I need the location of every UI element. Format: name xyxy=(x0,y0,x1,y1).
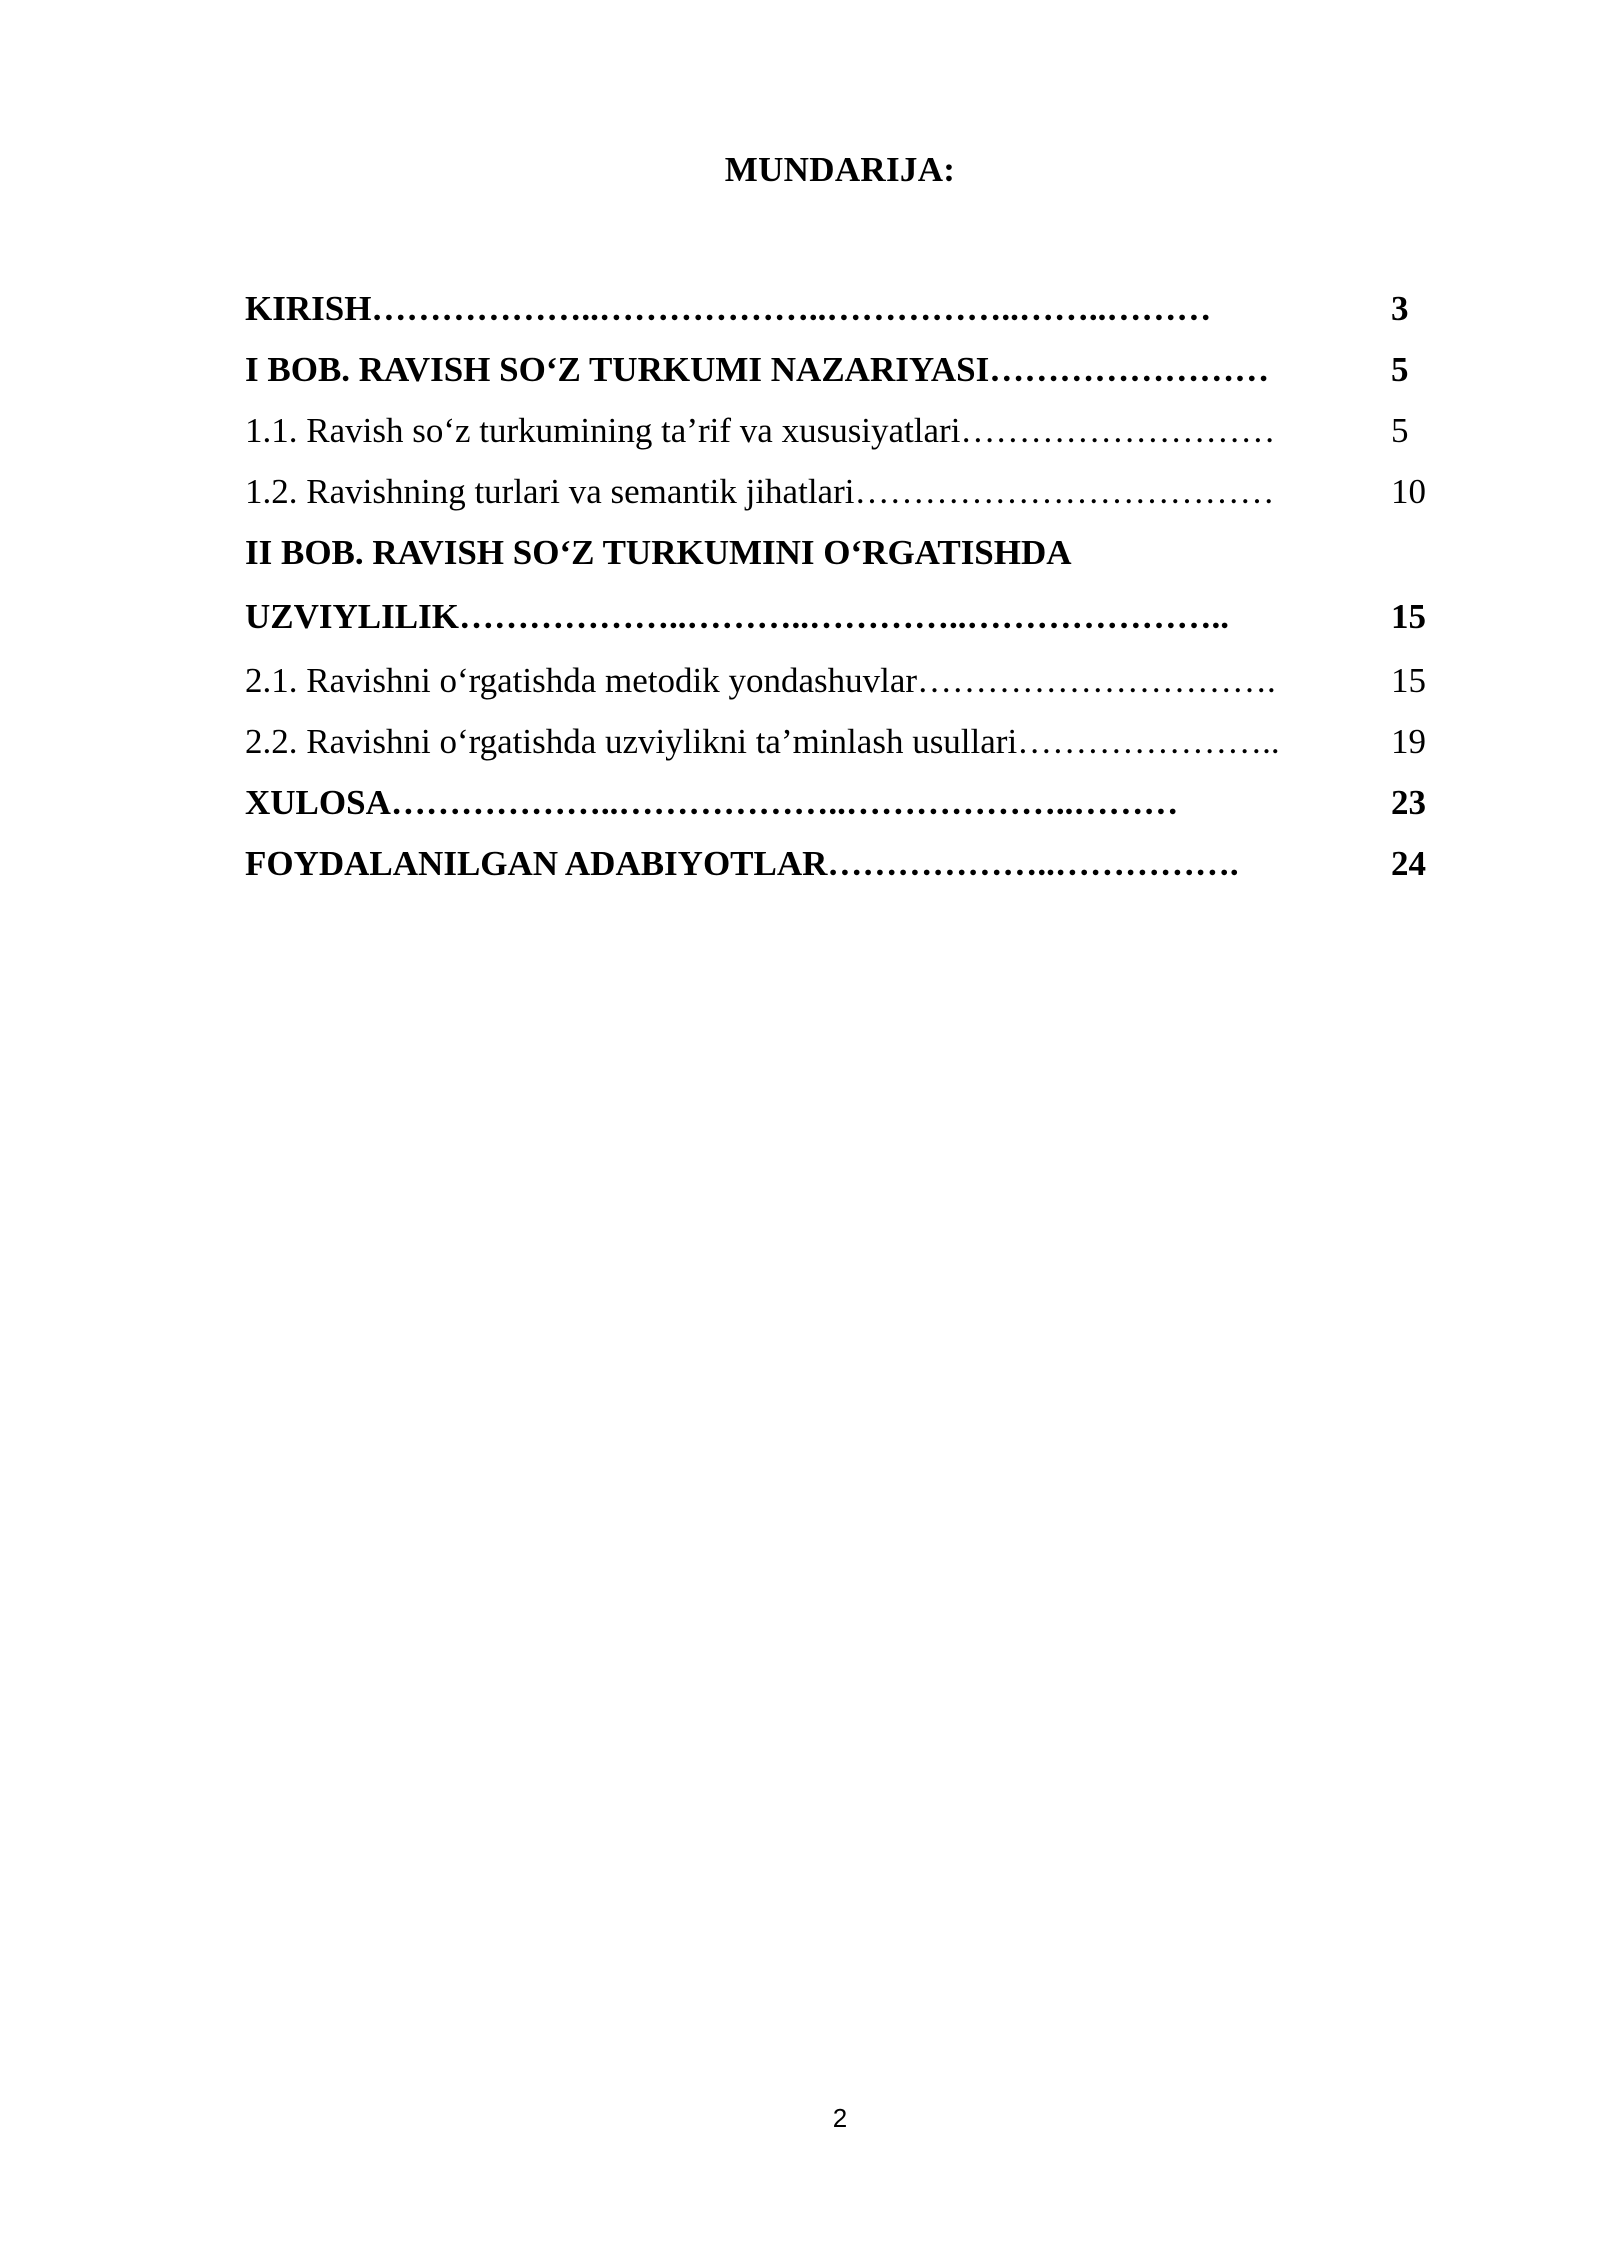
toc-entry-section-1-1 xyxy=(245,400,1445,461)
toc-entry-title: XULOSA………………..………………..………………..……… xyxy=(245,783,1179,822)
toc-entry-section-2-2 xyxy=(245,711,1445,772)
toc-entry-chapter-1 xyxy=(245,339,1445,400)
toc-entry-page: 23 xyxy=(1391,783,1426,822)
toc-entry-title: FOYDALANILGAN ADABIYOTLAR………………..……………. xyxy=(245,844,1239,883)
toc-heading: MUNDARIJA: xyxy=(724,150,956,189)
page-number: 2 xyxy=(832,2103,848,2133)
toc-entry-page: 3 xyxy=(1391,289,1409,328)
toc-entry-title: 2.1. Ravishni o‘rgatishda metodik yondashuvlar…………………………. xyxy=(245,661,1276,700)
toc-entry-title: 2.2. Ravishni o‘rgatishda uzviylikni ta’minlash usullari………………….. xyxy=(245,722,1280,761)
toc-entry-chapter-2-line-1 xyxy=(245,522,1445,586)
toc-entry-title: KIRISH………………..………………..……………..……..……… xyxy=(245,289,1212,328)
toc-entry-title: I BOB. RAVISH SO‘Z TURKUMI NAZARIYASI…………………… xyxy=(245,350,1270,389)
toc-entry-page: 10 xyxy=(1391,472,1426,511)
toc-entry-kirish xyxy=(245,278,1445,339)
toc-entry-page: 19 xyxy=(1391,722,1426,761)
toc-entry-page: 5 xyxy=(1391,350,1409,389)
toc-entry-title: 1.1. Ravish so‘z turkumining ta’rif va xususiyatlari……………………… xyxy=(245,411,1276,450)
toc-entry-references xyxy=(245,833,1445,894)
toc-entry-xulosa xyxy=(245,772,1445,833)
toc-entry-title: 1.2. Ravishning turlari va semantik jihatlari……………………………… xyxy=(245,472,1275,511)
toc-entry-page: 24 xyxy=(1391,844,1426,883)
table-of-contents xyxy=(245,278,1445,894)
toc-entry-section-1-2 xyxy=(245,461,1445,522)
toc-entry-page: 15 xyxy=(1391,597,1426,636)
toc-entry-chapter-2-line-2 xyxy=(245,586,1445,650)
toc-entry-page: 15 xyxy=(1391,661,1426,700)
toc-entry-title: UZVIYLILIK………………..………..…………..………………….. xyxy=(245,597,1229,636)
toc-entry-section-2-1 xyxy=(245,650,1445,711)
toc-entry-page: 5 xyxy=(1391,411,1409,450)
toc-entry-title: II BOB. RAVISH SO‘Z TURKUMINI O‘RGATISHDA xyxy=(245,533,1072,572)
